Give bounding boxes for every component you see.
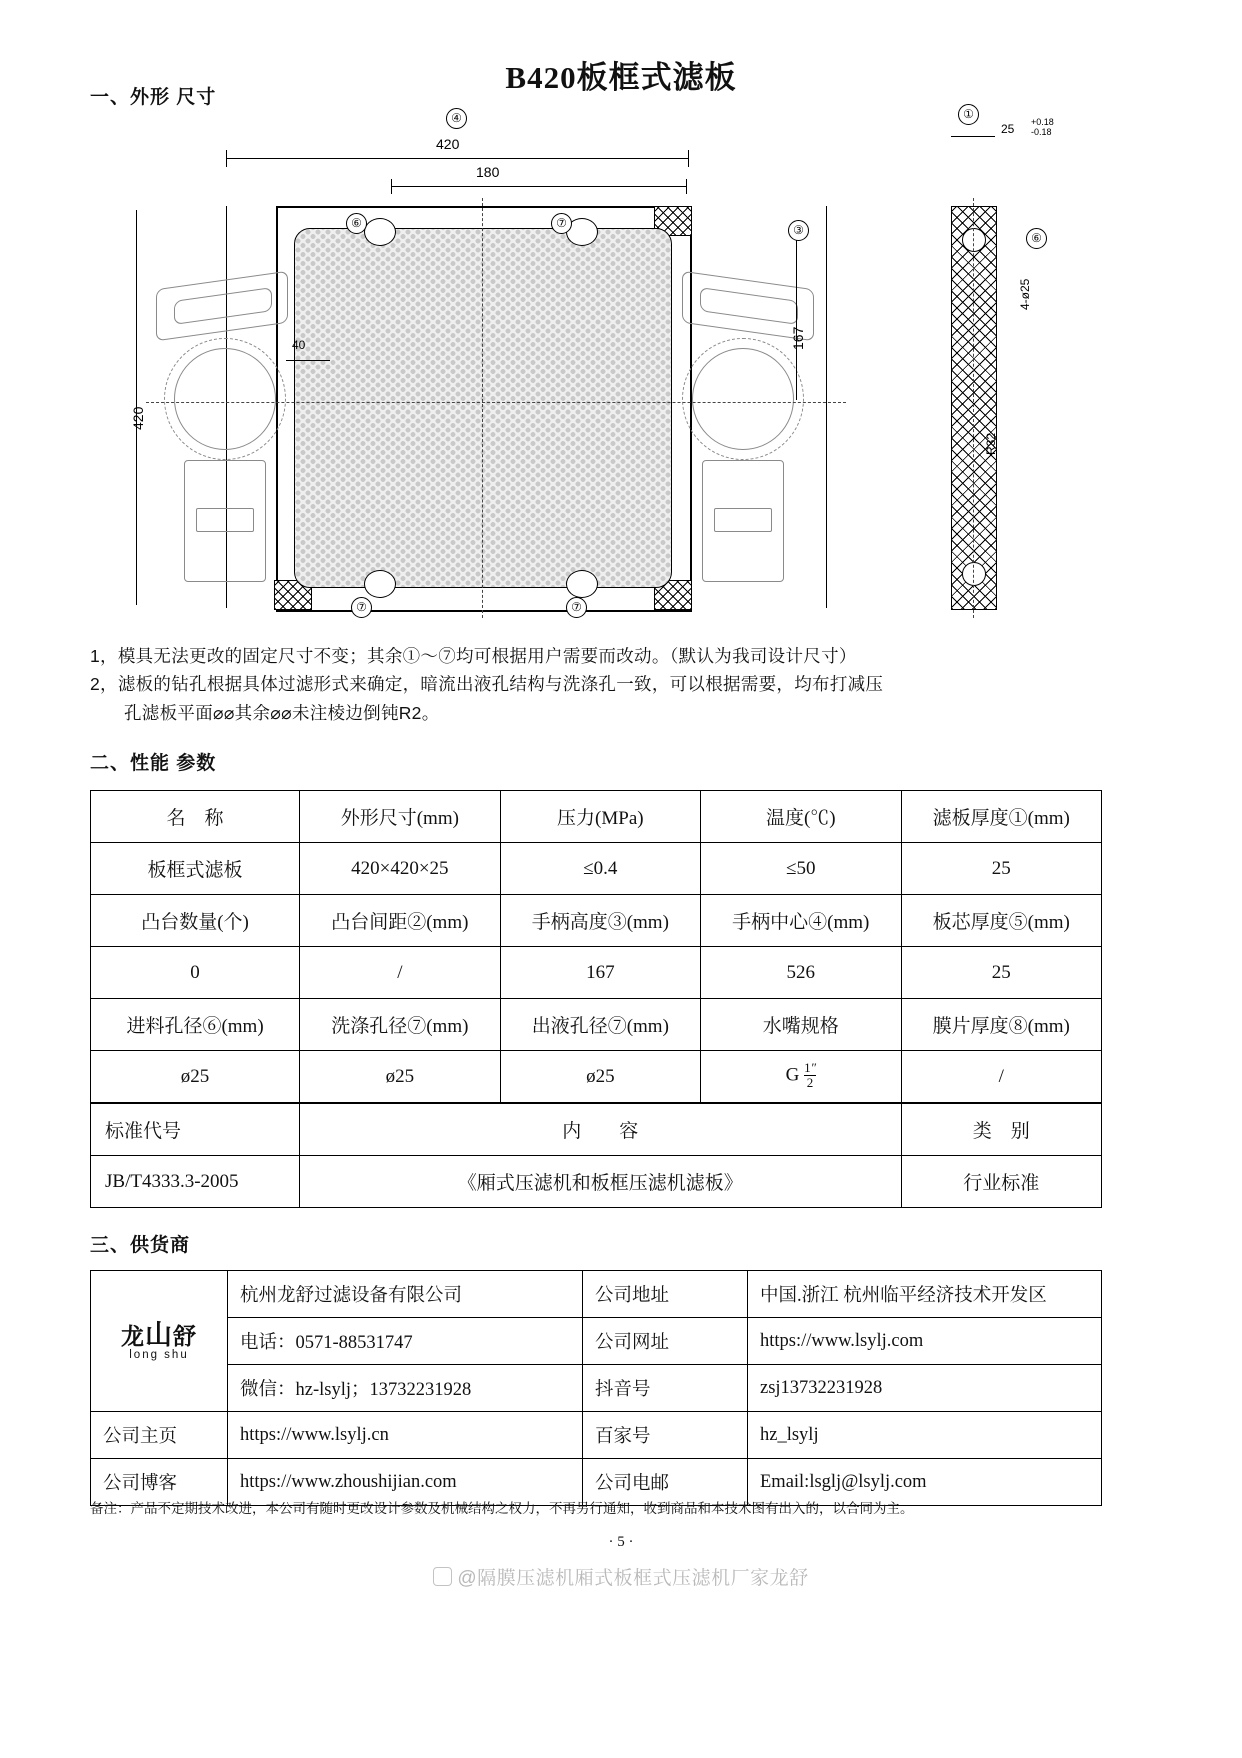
port-left-circle-dashed — [164, 338, 286, 460]
page-number: · 5 · — [608, 1534, 634, 1550]
cell-handle-center-header: 手柄中心④(mm) — [701, 895, 901, 947]
dim-label-180: 180 — [476, 164, 500, 180]
dim-tick-left-420 — [226, 150, 227, 167]
cell-core-thickness-header: 板芯厚度⑤(mm) — [901, 895, 1101, 947]
table-row — [91, 1318, 1102, 1365]
side-view-plate — [951, 206, 997, 610]
watermark — [0, 1563, 1242, 1590]
cell-size-header: 外形尺寸(mm) — [300, 791, 500, 843]
logo-char-right: 舒 — [173, 1323, 197, 1349]
cell-thickness-header: 滤板厚度①(mm) — [901, 791, 1101, 843]
logo-char-left: 龙 — [121, 1323, 145, 1349]
logo-char-mid: 山 — [145, 1319, 173, 1350]
cell-membrane-thickness-value: / — [901, 1051, 1101, 1104]
cell-nozzle-spec-value: G $\frac{1''}{2}$ — [701, 1051, 901, 1104]
footer-remark: 备注：产品不定期技术改进，本公司有随时更改设计参数及机械结构之权力，不再另行通知，收到商品和本技术图有出入的，以合同为主。 — [90, 1501, 914, 1516]
value-company-address: 中国.浙江 杭州临平经济技术开发区 — [748, 1271, 1102, 1318]
mark-6-side: ⑥ — [1026, 228, 1047, 249]
table-row — [91, 1103, 1102, 1156]
table-row — [91, 1271, 1102, 1318]
company-name: 杭州龙舒过滤设备有限公司 — [228, 1271, 583, 1318]
label-blog: 公司博客 — [91, 1459, 228, 1506]
dim-tick-left-180 — [391, 179, 392, 194]
value-blog[interactable]: https://www.zhoushijian.com — [228, 1459, 583, 1506]
cell-pressure-value: ≤0.4 — [500, 843, 700, 895]
mark-1: ① — [958, 104, 979, 125]
label-email: 公司电邮 — [583, 1459, 748, 1506]
value-company-website[interactable]: https://www.lsylj.com — [748, 1318, 1102, 1365]
mark-7-bottom-right: ⑦ — [566, 597, 587, 618]
mark-6-plate: ⑥ — [346, 213, 367, 234]
cell-temperature-header: 温度(℃) — [701, 791, 901, 843]
dim-line-167 — [796, 230, 797, 400]
cell-core-thickness-value: 25 — [901, 947, 1101, 999]
section-heading-supplier: 三、供货商 — [90, 1235, 191, 1256]
cell-feed-hole-header: 进料孔径⑥(mm) — [91, 999, 300, 1051]
cell-outlet-hole-value: ø25 — [500, 1051, 700, 1104]
section-heading-performance: 二、性能 参数 — [90, 753, 217, 774]
label-company-address: 公司地址 — [583, 1271, 748, 1318]
table-row — [91, 791, 1102, 843]
dim-line-40 — [286, 360, 330, 361]
label-douyin: 抖音号 — [583, 1365, 748, 1412]
table-row — [91, 1156, 1102, 1208]
logo-pinyin: long shu — [129, 1349, 189, 1362]
cell-nozzle-spec-header: 水嘴规格 — [701, 999, 901, 1051]
dim-line-420-top — [226, 158, 688, 159]
value-email[interactable]: Email:lsglj@lsylj.com — [748, 1459, 1102, 1506]
company-wechat — [228, 1365, 583, 1412]
value-phone: 0571-88531747 — [295, 1333, 413, 1353]
cell-boss-count-header: 凸台数量(个) — [91, 895, 300, 947]
watermark-text: @隔膜压滤机厢式板框式压滤机厂家龙舒 — [457, 1568, 809, 1589]
company-phone — [228, 1318, 583, 1365]
company-logo — [91, 1271, 228, 1412]
center-axis-vertical — [482, 198, 483, 618]
port-right-circle-dashed — [682, 338, 804, 460]
mark-3: ③ — [788, 220, 809, 241]
dim-label-25-thickness: 25 — [1001, 122, 1015, 136]
cell-handle-height-header: 手柄高度③(mm) — [500, 895, 700, 947]
table-row — [91, 1051, 1102, 1104]
value-douyin: zsj13732231928 — [748, 1365, 1102, 1412]
note-2-cont: 孔滤板平面⌀⌀其余⌀⌀未注棱边倒钝R2。 — [124, 702, 440, 723]
cell-handle-height-value: 167 — [500, 947, 700, 999]
note-1: 1，模具无法更改的固定尺寸不变；其余①～⑦均可根据用户需要而改动。（默认为我司设计尺寸） — [90, 646, 857, 666]
cell-temperature-value: ≤50 — [701, 843, 901, 895]
dim-tolerance-upper: +0.18 — [1031, 117, 1054, 127]
dim-label-167: 167 — [790, 326, 806, 350]
cell-size-value: 420×420×25 — [300, 843, 500, 895]
cell-name-value: 板框式滤板 — [91, 843, 300, 895]
plate-filter-surface — [294, 228, 672, 588]
cell-pressure-header: 压力(MPa) — [500, 791, 700, 843]
cell-standard-code-header: 标准代号 — [91, 1103, 300, 1156]
cell-thickness-value: 25 — [901, 843, 1101, 895]
fraction-one-half: $\frac{1''}{2}$ — [804, 1060, 816, 1090]
table-row — [91, 999, 1102, 1051]
cell-standard-content-value: 《厢式压滤机和板框压滤机滤板》 — [300, 1156, 901, 1208]
cell-outlet-hole-header: 出液孔径⑦(mm) — [500, 999, 700, 1051]
technical-drawing — [96, 107, 1146, 630]
mark-7-top: ⑦ — [551, 213, 572, 234]
table-row — [91, 947, 1102, 999]
dim-label-4x25: 4-ø25 — [1018, 278, 1032, 310]
cell-wash-hole-header: 洗涤孔径⑦(mm) — [300, 999, 500, 1051]
label-baijia: 百家号 — [583, 1412, 748, 1459]
value-baijia: hz_lsylj — [748, 1412, 1102, 1459]
note-2: 2，滤板的钻孔根据具体过滤形式来确定，暗流出液孔结构与洗涤孔一致，可以根据需要，均布打减压 — [90, 674, 884, 695]
cell-standard-code-value: JB/T4333.3-2005 — [91, 1156, 300, 1208]
dim-label-r32: R32 — [984, 432, 998, 455]
side-view-axis — [973, 198, 974, 618]
table-row — [91, 1365, 1102, 1412]
supplier-table — [90, 1270, 1102, 1506]
dim-line-180 — [391, 186, 686, 187]
dim-tick-right-420 — [688, 150, 689, 167]
label-wechat: 微信： — [240, 1380, 296, 1400]
center-axis-horizontal — [146, 402, 846, 403]
label-company-website: 公司网址 — [583, 1318, 748, 1365]
section-heading-dimensions: 一、外形 尺寸 — [90, 87, 217, 108]
dim-label-40: 40 — [292, 338, 306, 352]
mark-4-top: ④ — [446, 108, 467, 129]
value-homepage[interactable]: https://www.lsylj.cn — [228, 1412, 583, 1459]
cell-feed-hole-value: ø25 — [91, 1051, 300, 1104]
nozzle-right-cap — [714, 508, 772, 532]
watermark-icon — [433, 1567, 452, 1586]
page-title: B420板框式滤板 — [505, 60, 737, 95]
cell-boss-count-value: 0 — [91, 947, 300, 999]
side-view-hole-top — [962, 228, 986, 252]
side-view-hole-bottom — [962, 562, 986, 586]
table-row — [91, 843, 1102, 895]
hole-bottom-right — [566, 570, 598, 598]
cell-standard-content-header: 内 容 — [300, 1103, 901, 1156]
cell-handle-center-value: 526 — [701, 947, 901, 999]
table-row — [91, 1412, 1102, 1459]
construction-line-right — [826, 206, 827, 608]
cell-wash-hole-value: ø25 — [300, 1051, 500, 1104]
label-homepage: 公司主页 — [91, 1412, 228, 1459]
hole-bottom-left — [364, 570, 396, 598]
label-phone: 电话： — [240, 1333, 296, 1353]
performance-table — [90, 790, 1102, 1208]
dim-label-420-left: 420 — [130, 406, 146, 430]
value-wechat: hz-lsylj；13732231928 — [295, 1380, 472, 1400]
cell-boss-pitch-header: 凸台间距②(mm) — [300, 895, 500, 947]
cell-standard-type-value: 行业标准 — [901, 1156, 1101, 1208]
dim-tolerance-lower: -0.18 — [1031, 127, 1052, 137]
mark-7-bottom-left: ⑦ — [351, 597, 372, 618]
dim-label-420-top: 420 — [436, 136, 460, 152]
dim-tick-right-180 — [686, 179, 687, 194]
drawing-notes — [90, 642, 1160, 727]
hole-top-left — [364, 218, 396, 246]
nozzle-left-cap — [196, 508, 254, 532]
dim-line-thickness — [951, 136, 995, 137]
cell-name-header: 名 称 — [91, 791, 300, 843]
cell-standard-type-header: 类 别 — [901, 1103, 1101, 1156]
table-row — [91, 895, 1102, 947]
cell-membrane-thickness-header: 膜片厚度⑧(mm) — [901, 999, 1101, 1051]
cell-boss-pitch-value: / — [300, 947, 500, 999]
